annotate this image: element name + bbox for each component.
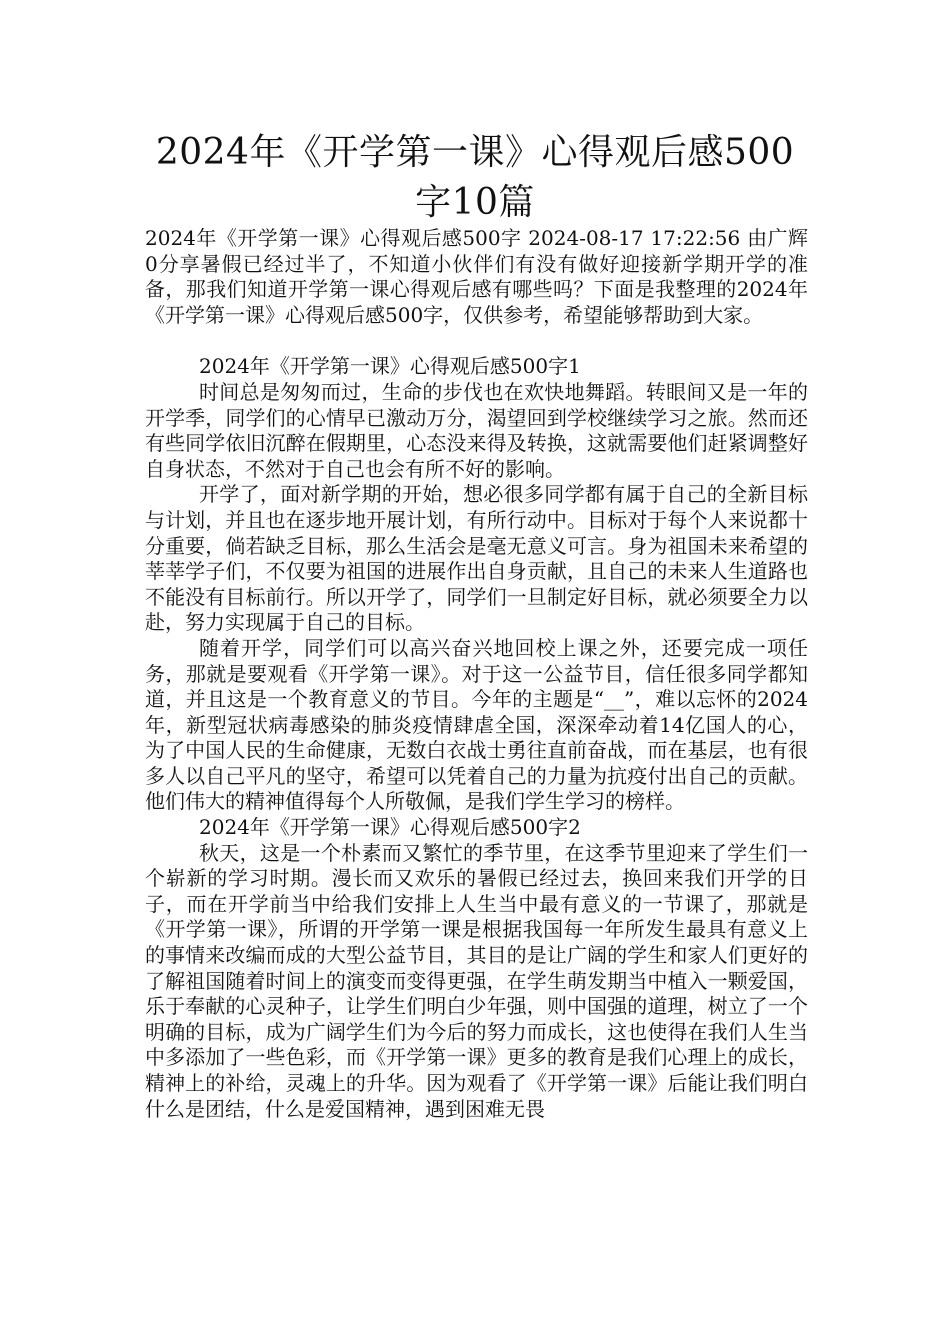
paragraph: 秋天，这是一个朴素而又繁忙的季节里，在这季节里迎来了学生们一个崭新的学习时期。漫长而又欢乐的暑假已经过去，换回来我们开学的日子，而在开学前当中给我们安排上人生当中最有意义的一节课了，那就是《开学第一课》，所谓的开学第一课是根据我国每一年所发生最具有意义上的事情来改编而成的大型公益节目，其目的是让广阔的学生和家人们更好的了解祖国随着时间上的演变而变得更强，在学生萌发期当中植入一颗爱国，乐于奉献的心灵种子，让学生们明白少年强，则中国强的道理，树立了一个明确的目标，成为广阔学生们为今后的努力而成长，这也使得在我们人生当中多添加了一些色彩，而《开学第一课》更多的教育是我们心理上的成长，精神上的补给，灵魂上的升华。因为观看了《开学第一课》后能让我们明白什么是团结，什么是爱国精神，遇到困难无畏 [145,840,808,1121]
section-heading-1: 2024年《开学第一课》心得观后感500字1 [199,354,581,379]
document-title: 2024年《开学第一课》心得观后感500字10篇 [155,132,795,223]
section-heading-2: 2024年《开学第一课》心得观后感500字2 [199,815,581,840]
paragraph: 时间总是匆匆而过，生命的步伐也在欢快地舞蹈。转眼间又是一年的开学季，同学们的心情早已激动万分，渴望回到学校继续学习之旅。然而还有些同学依旧沉醉在假期里，心态没来得及转换，这就需要他们赶紧调整好自身状态，不然对于自己也会有所不好的影响。 [145,379,808,481]
document-body [145,226,808,1122]
intro-paragraph: 2024年《开学第一课》心得观后感500字 2024-08-17 17:22:56 由广辉0分享暑假已经过半了，不知道小伙伴们有没有做好迎接新学期开学的准备，那我们知道开学第一课心得观后感有哪些吗？下面是我整理的2024年《开学第一课》心得观后感500字，仅供参考，希望能够帮助到大家。 [145,226,808,327]
paragraph: 随着开学，同学们可以高兴奋兴地回校上课之外，还要完成一项任务，那就是要观看《开学第一课》。对于这一公益节目，信任很多同学都知道，并且这是一个教育意义的节目。今年的主题是“__”，难以忘怀的2024年，新型冠状病毒感染的肺炎疫情肆虐全国，深深牵动着14亿国人的心，为了中国人民的生命健康，无数白衣战士勇往直前奋战，而在基层，也有很多人以自己平凡的坚守，希望可以凭着自己的力量为抗疫付出自己的贡献。他们伟大的精神值得每个人所敬佩，是我们学生学习的榜样。 [145,635,808,814]
paragraph: 开学了，面对新学期的开始，想必很多同学都有属于自己的全新目标与计划，并且也在逐步地开展计划，有所行动中。目标对于每个人来说都十分重要，倘若缺乏目标，那么生活会是毫无意义可言。身为祖国未来希望的莘莘学子们，不仅要为祖国的进展作出自身贡献，且自己的未来人生道路也不能没有目标前行。所以开学了，同学们一旦制定好目标，就必须要全力以赴，努力实现属于自己的目标。 [145,482,808,635]
